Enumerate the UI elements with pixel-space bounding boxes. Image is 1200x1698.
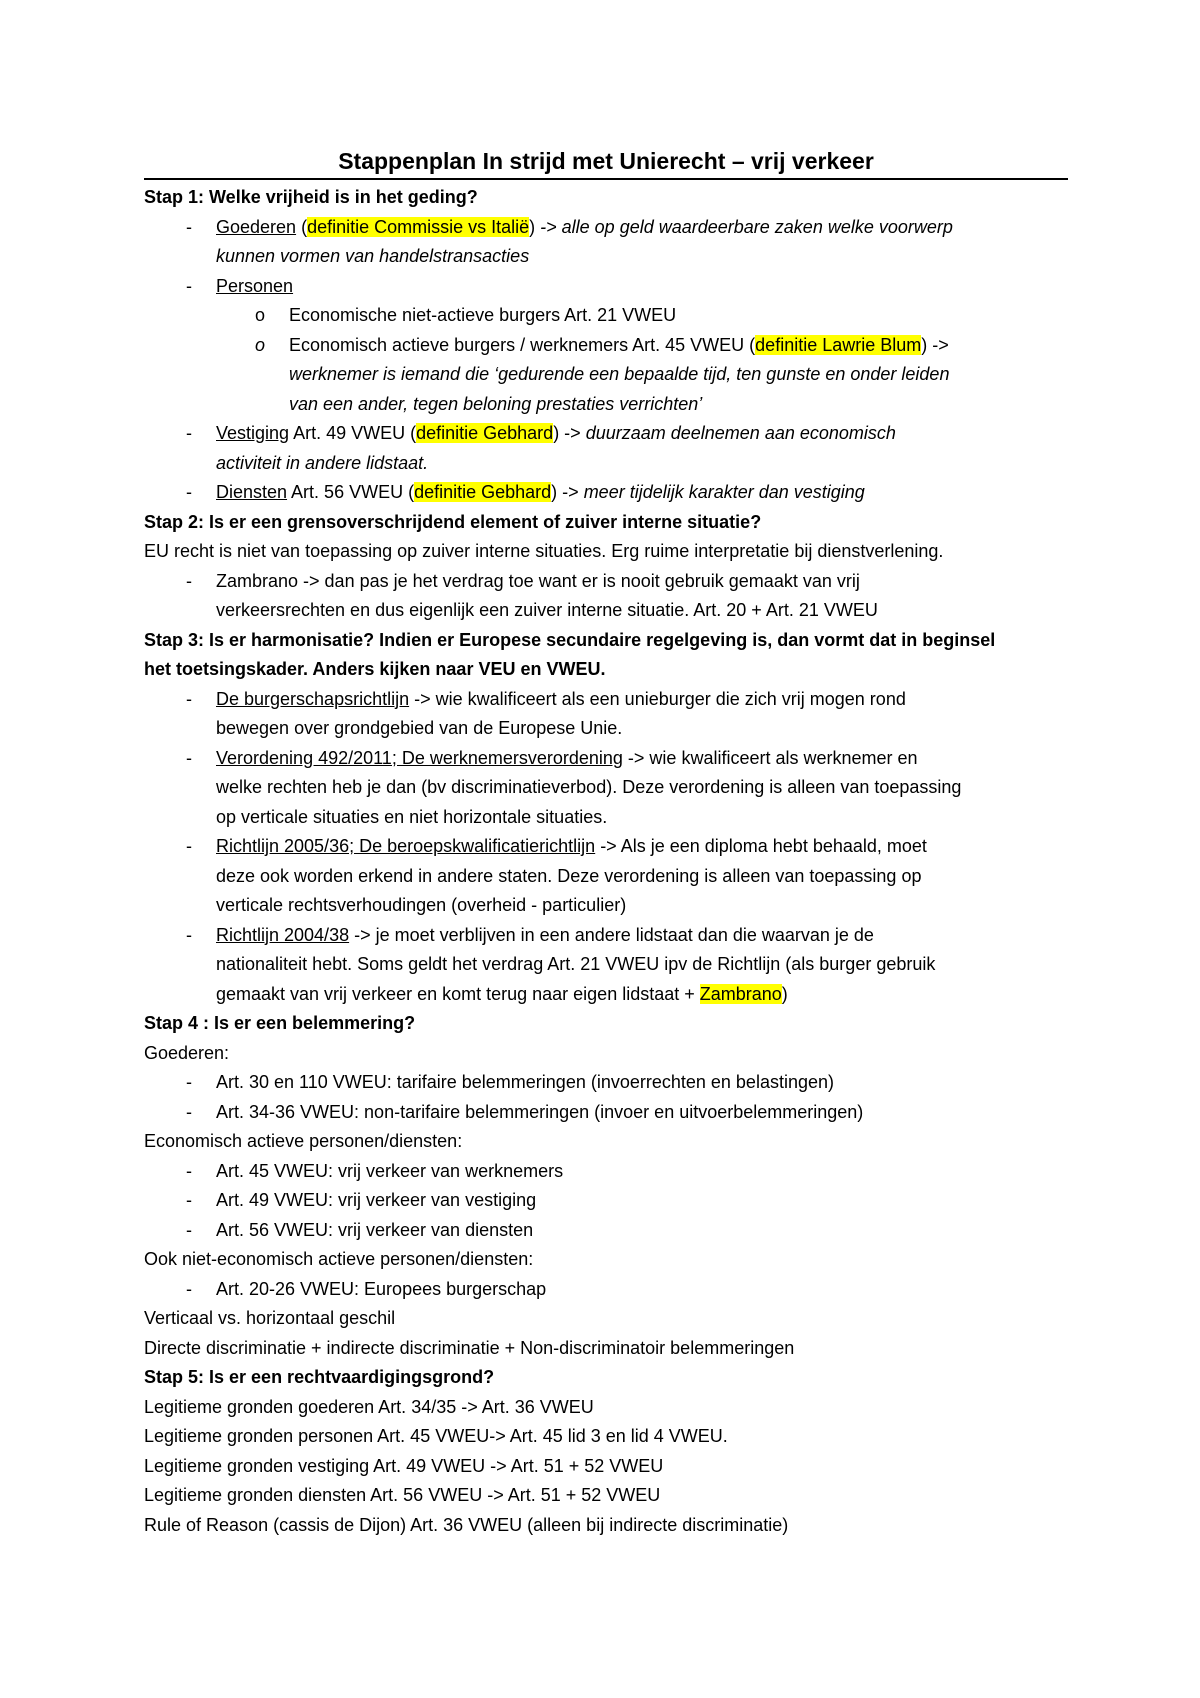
term-goederen: Goederen bbox=[216, 216, 297, 237]
list-item bbox=[144, 419, 1064, 449]
list-item bbox=[144, 832, 1064, 862]
paragraph: EU recht is niet van toepassing op zuiver interne situaties. Erg ruime interpretatie bij dienstverlening. bbox=[144, 541, 944, 561]
paragraph: Economisch actieve personen/diensten: bbox=[144, 1131, 463, 1151]
highlight-definition: definitie Gebhard bbox=[414, 482, 552, 502]
list-item-continuation: activiteit in andere lidstaat. bbox=[216, 452, 429, 473]
list-item: - Goederen (definitie Commissie vs Italië) -> alle op geld waardeerbare zaken welke voorwerp bbox=[144, 213, 1064, 243]
text: -> alle op geld waardeerbare zaken welke voorwerp bbox=[535, 216, 953, 237]
circle-marker: o bbox=[255, 305, 266, 325]
text: Zambrano -> dan pas je het verdrag toe want er is nooit gebruik gemaakt van vrij bbox=[216, 570, 860, 591]
list-item bbox=[144, 567, 1064, 597]
step-4-heading: Stap 4 : Is er een belemmering? bbox=[144, 1013, 416, 1033]
dash-marker: - bbox=[186, 1278, 192, 1299]
dash-marker: - bbox=[186, 1072, 192, 1092]
term: De burgerschapsrichtlijn bbox=[216, 688, 410, 709]
list-item-continuation: nationaliteit hebt. Soms geldt het verdrag Art. 21 VWEU ipv de Richtlijn (als burger gebruik bbox=[216, 954, 936, 974]
document-title: Stappenplan In strijd met Unierecht – vrij verkeer bbox=[144, 146, 1068, 180]
list-item-continuation: verkeersrechten en dus eigenlijk een zuiver interne situatie. Art. 20 + Art. 21 VWEU bbox=[216, 600, 878, 620]
list-item-continuation bbox=[144, 980, 1064, 1010]
paragraph: Directe discriminatie + indirecte discriminatie + Non-discriminatoir belemmeringen bbox=[144, 1337, 795, 1358]
text: -> wie kwalificeert als een unieburger die zich vrij mogen rond bbox=[409, 688, 906, 709]
dash-marker: - bbox=[186, 1219, 192, 1240]
text: Art. 30 en 110 VWEU: tarifaire belemmeringen (invoerrechten en belastingen) bbox=[216, 1072, 834, 1092]
dash-marker: - bbox=[186, 482, 192, 502]
document-content bbox=[144, 146, 1064, 1540]
text: Art. 34-36 VWEU: non-tarifaire belemmeringen (invoer en uitvoerbelemmeringen) bbox=[216, 1101, 864, 1122]
list-item bbox=[144, 1186, 1064, 1216]
list-item-continuation: bewegen over grondgebied van de Europese Unie. bbox=[216, 718, 623, 738]
list-item bbox=[144, 1157, 1064, 1187]
highlight-term: Zambrano bbox=[699, 983, 782, 1004]
list-item bbox=[144, 1275, 1064, 1305]
list-item-continuation: deze ook worden erkend in andere staten. Deze verordening is alleen van toepassing op bbox=[216, 865, 922, 886]
text: Art. 49 VWEU ( bbox=[289, 423, 417, 443]
step-5-heading: Stap 5: Is er een rechtvaardigingsgrond? bbox=[144, 1367, 495, 1387]
sub-list-item-continuation: van een ander, tegen beloning prestaties verrichten’ bbox=[289, 393, 703, 414]
step-1-heading: Stap 1: Welke vrijheid is in het geding? bbox=[144, 187, 478, 207]
paragraph: Legitieme gronden diensten Art. 56 VWEU -> Art. 51 + 52 VWEU bbox=[144, 1485, 661, 1505]
text: Art. 20-26 VWEU: Europees burgerschap bbox=[216, 1278, 547, 1299]
dash-marker: - bbox=[186, 1160, 192, 1181]
text: Art. 56 VWEU: vrij verkeer van diensten bbox=[216, 1219, 534, 1240]
dash-marker: - bbox=[186, 216, 192, 237]
text: meer tijdelijk karakter dan vestiging bbox=[578, 482, 865, 502]
step-2-heading: Stap 2: Is er een grensoverschrijdend element of zuiver interne situatie? bbox=[144, 511, 762, 532]
step-3-heading: Stap 3: Is er harmonisatie? Indien er Europese secundaire regelgeving is, dan vormt dat in beginsel bbox=[144, 629, 996, 650]
paragraph: Verticaal vs. horizontaal geschil bbox=[144, 1308, 396, 1328]
paragraph: Rule of Reason (cassis de Dijon) Art. 36 VWEU (alleen bij indirecte discriminatie) bbox=[144, 1514, 789, 1535]
dash-marker: - bbox=[186, 924, 192, 945]
text: -> je moet verblijven in een andere lidstaat dan die waarvan je de bbox=[349, 924, 874, 945]
circle-marker: o bbox=[255, 334, 266, 355]
list-item bbox=[144, 1216, 1064, 1246]
list-item bbox=[144, 685, 1064, 715]
paragraph: Legitieme gronden personen Art. 45 VWEU-> Art. 45 lid 3 en lid 4 VWEU. bbox=[144, 1426, 728, 1446]
term: Richtlijn 2004/38 bbox=[216, 924, 350, 945]
step-3-heading-continuation: het toetsingskader. Anders kijken naar VEU en VWEU. bbox=[144, 659, 606, 679]
text: Art. 49 VWEU: vrij verkeer van vestiging bbox=[216, 1190, 537, 1210]
sub-list-item bbox=[144, 331, 1064, 361]
list-item bbox=[144, 1098, 1064, 1128]
paragraph: Goederen: bbox=[144, 1042, 230, 1063]
term-vestiging: Vestiging bbox=[216, 423, 290, 443]
term: Richtlijn 2005/36; De beroepskwalificatierichtlijn bbox=[216, 836, 596, 856]
list-item bbox=[144, 478, 1064, 508]
term: Verordening 492/2011; De werknemersverordening bbox=[216, 747, 623, 768]
text: ) -> bbox=[553, 423, 581, 443]
text: ) -> bbox=[551, 482, 579, 502]
dash-marker: - bbox=[186, 570, 192, 591]
text: duurzaam deelnemen aan economisch bbox=[580, 423, 896, 443]
term-diensten: Diensten bbox=[216, 482, 288, 502]
text: gemaakt van vrij verkeer en komt terug naar eigen lidstaat + bbox=[216, 983, 700, 1004]
list-item bbox=[144, 272, 1064, 302]
highlight-definition: definitie Commissie vs Italië bbox=[307, 216, 530, 237]
paragraph: Legitieme gronden goederen Art. 34/35 -> Art. 36 VWEU bbox=[144, 1396, 594, 1417]
dash-marker: - bbox=[186, 275, 192, 296]
dash-marker: - bbox=[186, 836, 192, 856]
text: Art. 56 VWEU ( bbox=[287, 482, 415, 502]
list-item-continuation: op verticale situaties en niet horizontale situaties. bbox=[216, 806, 608, 827]
term-personen: Personen bbox=[216, 275, 294, 296]
text: -> wie kwalificeert als werknemer en bbox=[622, 747, 918, 768]
list-item bbox=[144, 744, 1064, 774]
text: Art. 45 VWEU: vrij verkeer van werknemers bbox=[216, 1160, 564, 1181]
list-item-continuation: verticale rechtsverhoudingen (overheid - particulier) bbox=[216, 895, 627, 915]
text: Economisch actieve burgers / werknemers Art. 45 VWEU ( bbox=[289, 334, 756, 355]
dash-marker: - bbox=[186, 688, 192, 709]
list-item bbox=[144, 1068, 1064, 1098]
sub-list-item-continuation: werknemer is iemand die ‘gedurende een bepaalde tijd, ten gunste en onder leiden bbox=[289, 364, 950, 384]
dash-marker: - bbox=[186, 1190, 192, 1210]
list-item-continuation: welke rechten heb je dan (bv discriminatieverbod). Deze verordening is alleen van toepassing bbox=[216, 777, 962, 797]
list-item-continuation: kunnen vormen van handelstransacties bbox=[216, 246, 530, 266]
dash-marker: - bbox=[186, 747, 192, 768]
text: Economische niet-actieve burgers Art. 21 VWEU bbox=[289, 305, 677, 325]
highlight-definition: definitie Lawrie Blum bbox=[755, 334, 922, 355]
dash-marker: - bbox=[186, 1101, 192, 1122]
text: ) bbox=[781, 983, 788, 1004]
dash-marker: - bbox=[186, 423, 192, 443]
paragraph: Ook niet-economisch actieve personen/diensten: bbox=[144, 1249, 534, 1269]
paragraph: Legitieme gronden vestiging Art. 49 VWEU -> Art. 51 + 52 VWEU bbox=[144, 1455, 664, 1476]
sub-list-item bbox=[144, 301, 1064, 331]
text: ) -> bbox=[921, 334, 949, 355]
highlight-definition: definitie Gebhard bbox=[416, 423, 554, 443]
list-item bbox=[144, 921, 1064, 951]
text: -> Als je een diploma hebt behaald, moet bbox=[595, 836, 927, 856]
